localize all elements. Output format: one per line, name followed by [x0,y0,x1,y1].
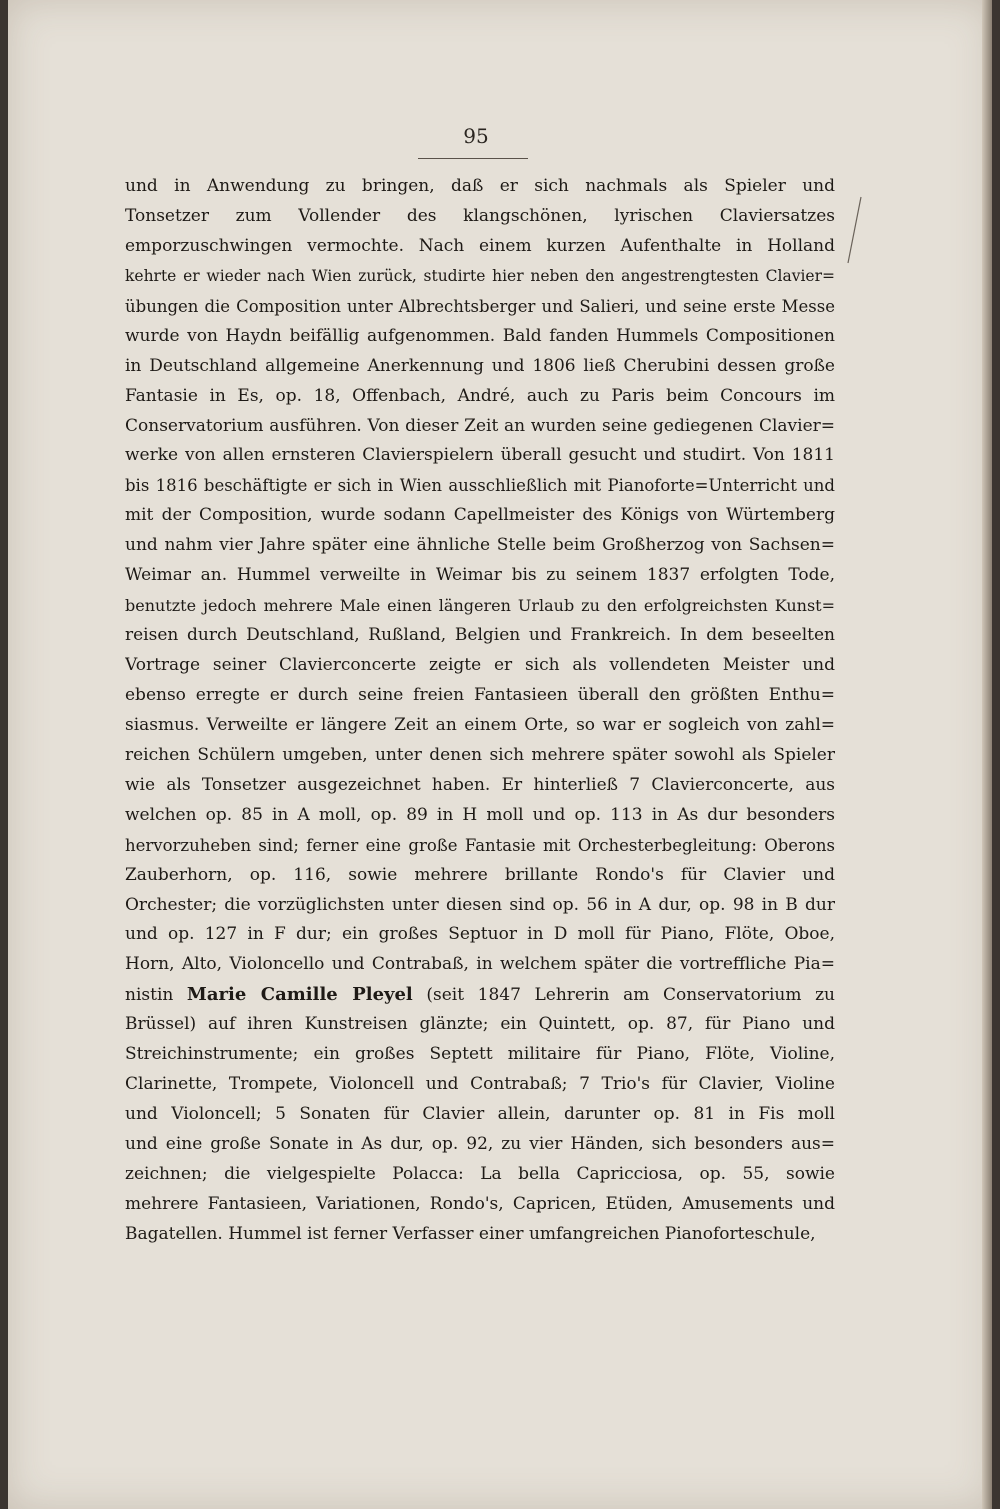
text-line: zeichnen; die vielgespielte Polacca: La bella Capricciosa, op. 55, sowie [125,1163,835,1184]
text-line: Horn, Alto, Violoncello und Contrabaß, in welchem später die vortreffliche Pia= [125,954,835,975]
text-line: und eine große Sonate in As dur, op. 92, zu vier Händen, sich besonders aus= [125,1134,835,1154]
text-line: werke von allen ernsteren Clavierspielern überall gesucht und studirt. Von 1811 [125,445,835,466]
text-segment: (seit 1847 Lehrerin am Conservatorium zu [412,985,835,1006]
page-edge [982,0,992,1509]
text-line: und nahm vier Jahre später eine ähnliche Stelle beim Großherzog von Sachsen= [125,535,835,556]
text-line: Conservatorium ausführen. Von dieser Zeit an wurden seine gediegenen Clavier= [125,415,835,436]
text-line: reisen durch Deutschland, Rußland, Belgien und Frankreich. In dem beseelten [125,625,835,646]
text-line: Orchester; die vorzüglichsten unter diesen sind op. 56 in A dur, op. 98 in B dur [125,894,835,915]
text-line: mit der Composition, wurde sodann Capellmeister des Königs von Würtemberg [125,505,835,526]
text-line: hervorzuheben sind; ferner eine große Fantasie mit Orchesterbegleitung: Oberons [125,835,835,855]
text-line: übungen die Composition unter Albrechtsberger und Salieri, und seine erste Messe [125,296,835,316]
text-line: Weimar an. Hummel verweilte in Weimar bis zu seinem 1837 erfolgten Tode, [125,565,835,586]
text-line: siasmus. Verweilte er längere Zeit an einem Orte, so war er sogleich von zahl= [125,714,835,735]
text-line: und in Anwendung zu bringen, daß er sich nachmals als Spieler und [125,176,835,196]
text-line: benutzte jedoch mehrere Male einen längeren Urlaub zu den erfolgreichsten Kunst= [125,596,835,616]
book-page [8,0,992,1509]
text-line: welchen op. 85 in A moll, op. 89 in H moll und op. 113 in As dur besonders [125,804,835,825]
text-segment: nistin [125,985,187,1006]
person-name-emphasis: Marie Camille Pleyel [186,984,413,1006]
text-line: Clarinette, Trompete, Violoncell und Contrabaß; 7 Trio's für Clavier, Violine [125,1074,835,1095]
text-line: wie als Tonsetzer ausgezeichnet haben. Er hinterließ 7 Clavierconcerte, aus [125,774,835,795]
text-line [125,980,835,1010]
text-line: in Deutschland allgemeine Anerkennung und 1806 ließ Cherubini dessen große [125,355,835,376]
text-line: kehrte er wieder nach Wien zurück, studirte hier neben den angestrengtesten Clavier= [125,266,835,285]
text-line: Vortrage seiner Clavierconcerte zeigte er sich als vollendeten Meister und [125,655,835,675]
text-line: Zauberhorn, op. 116, sowie mehrere brillante Rondo's für Clavier und [125,864,835,885]
text-line: ebenso erregte er durch seine freien Fantasieen überall den größten Enthu= [125,684,835,705]
text-line: reichen Schülern umgeben, unter denen sich mehrere später sowohl als Spieler [125,744,835,765]
header-rule [418,158,528,159]
text-line: bis 1816 beschäftigte er sich in Wien ausschließlich mit Pianoforte=Unterricht und [125,476,835,496]
page-number: 95 [463,124,489,148]
text-line: wurde von Haydn beifällig aufgenommen. Bald fanden Hummels Compositionen [125,325,835,346]
text-line: Tonsetzer zum Vollender des klangschönen, lyrischen Claviersatzes [125,205,835,226]
text-line: und op. 127 in F dur; ein großes Septuor in D moll für Piano, Flöte, Oboe, [125,924,835,945]
margin-pencil-mark [844,195,864,265]
text-line: Bagatellen. Hummel ist ferner Verfasser einer umfangreichen Pianoforteschule, [125,1223,816,1244]
text-line: Brüssel) auf ihren Kunstreisen glänzte; ein Quintett, op. 87, für Piano und [125,1014,835,1035]
text-line: mehrere Fantasieen, Variationen, Rondo's, Capricen, Etüden, Amusements und [125,1193,835,1214]
text-line: emporzuschwingen vermochte. Nach einem kurzen Aufenthalte in Holland [125,235,835,256]
body-text [125,172,835,1250]
text-line: und Violoncell; 5 Sonaten für Clavier allein, darunter op. 81 in Fis moll [125,1104,835,1125]
text-line: Streichinstrumente; ein großes Septett militaire für Piano, Flöte, Violine, [125,1044,835,1065]
text-line: Fantasie in Es, op. 18, Offenbach, André, auch zu Paris beim Concours im [125,385,835,406]
